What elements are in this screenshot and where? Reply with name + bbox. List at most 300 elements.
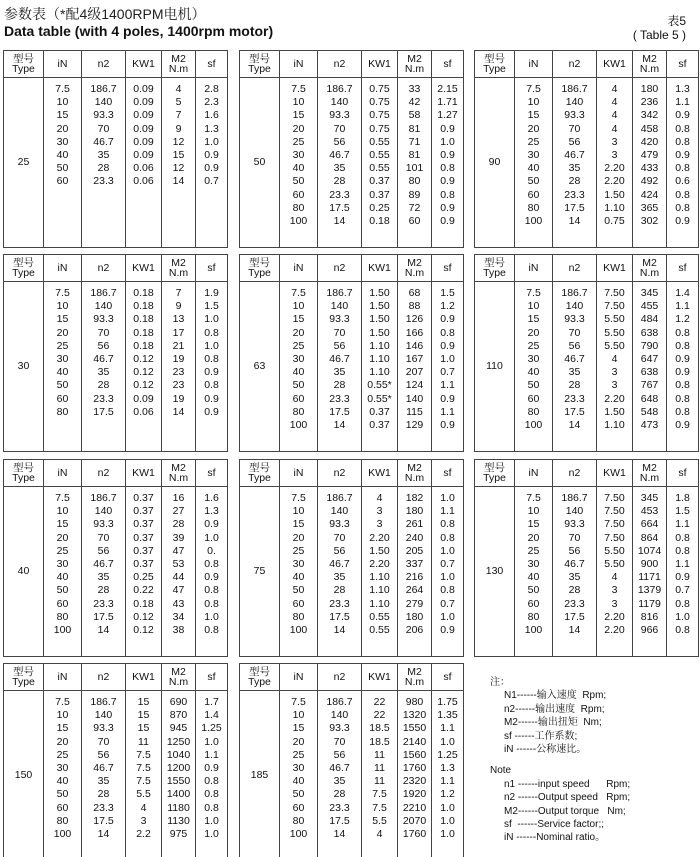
header-kw1: KW1 (362, 255, 398, 282)
ratio-value: 60 (527, 392, 540, 405)
torque-value: 302 (640, 215, 659, 228)
header-kw1: KW1 (126, 664, 162, 691)
header-in: iN (280, 51, 318, 78)
power-value: 0.06 (133, 162, 154, 175)
ratio-value: 40 (56, 366, 69, 379)
torque-value: 39 (172, 531, 185, 544)
service-factor-value: 1.0 (204, 814, 219, 827)
power-value: 0.25 (133, 571, 154, 584)
service-factor-value: 0.8 (204, 558, 219, 571)
service-factor-value: 1.1 (204, 748, 219, 761)
output-speed-column (318, 282, 362, 452)
output-speed-column (318, 78, 362, 248)
header-m2-unit: N.m (404, 267, 425, 279)
power-column (126, 78, 162, 248)
torque-value: 433 (640, 162, 659, 175)
torque-value: 167 (405, 353, 424, 366)
service-factor-value: 0.8 (675, 379, 690, 392)
power-value: 5.5 (136, 788, 151, 801)
output-speed-value: 35 (333, 775, 346, 788)
ratio-value: 100 (524, 419, 543, 432)
power-value: 0.55 (369, 610, 390, 623)
table-body-row (475, 78, 699, 248)
type-value: 63 (240, 282, 280, 452)
note-en-m2: M2------Output torque Nm; (504, 805, 626, 817)
power-value: 2.20 (604, 610, 625, 623)
ratio-value: 10 (527, 505, 540, 518)
ratio-value: 100 (289, 624, 308, 637)
service-factor-value: 1.0 (440, 610, 455, 623)
header-in: iN (280, 664, 318, 691)
header-type-en: Type (12, 267, 35, 279)
torque-value: 13 (172, 313, 185, 326)
output-speed-value: 14 (333, 215, 346, 228)
power-value: 1.10 (369, 339, 390, 352)
output-speed-value: 140 (94, 505, 113, 518)
service-factor-value: 0.9 (204, 392, 219, 405)
power-value: 3 (140, 814, 147, 827)
ratio-value: 20 (292, 122, 305, 135)
torque-value: 9 (175, 300, 182, 313)
service-factor-value: 0.9 (204, 762, 219, 775)
type-value: 185 (240, 691, 280, 857)
power-value: 3 (611, 379, 618, 392)
torque-value: 16 (172, 492, 185, 504)
torque-value: 216 (405, 571, 424, 584)
service-factor-value: 0.8 (440, 188, 455, 201)
header-type-cn: 型号 (13, 666, 34, 678)
torque-value: 690 (169, 696, 188, 708)
service-factor-value: 0.9 (204, 366, 219, 379)
header-n2: n2 (318, 460, 362, 487)
note-en-sf: sf ------Service factor;; (504, 819, 605, 831)
header-type-en: Type (12, 676, 35, 688)
output-speed-column (553, 282, 597, 452)
torque-value: 205 (405, 544, 424, 557)
output-speed-value: 35 (568, 366, 581, 379)
ratio-value: 30 (56, 558, 69, 571)
output-speed-value: 93.3 (329, 109, 350, 122)
ratio-value: 60 (56, 392, 69, 405)
service-factor-value: 0.7 (440, 558, 455, 571)
torque-value: 261 (405, 518, 424, 531)
ratio-value: 15 (56, 518, 69, 531)
table-header-row (4, 664, 228, 691)
service-factor-value: 1.2 (440, 300, 455, 313)
header-m2-label: M2 (642, 462, 657, 474)
service-factor-value: 0.8 (675, 405, 690, 418)
output-speed-value: 186.7 (561, 287, 588, 299)
torque-value: 166 (405, 326, 424, 339)
power-value: 0.12 (133, 353, 154, 366)
service-factor-value: 0.8 (204, 326, 219, 339)
output-speed-value: 70 (97, 326, 110, 339)
ratio-value: 40 (527, 162, 540, 175)
table-number-en: ( Table 5 ) (632, 28, 686, 42)
power-column (362, 282, 398, 452)
ratio-value: 30 (56, 135, 69, 148)
power-value: 2.20 (369, 531, 390, 544)
service-factor-value: 1.4 (204, 709, 219, 722)
service-factor-column (432, 282, 464, 452)
torque-value: 900 (640, 558, 659, 571)
service-factor-value: 1.0 (204, 610, 219, 623)
service-factor-value: 0.9 (440, 215, 455, 228)
service-factor-value: 0. (207, 544, 216, 557)
output-speed-value: 186.7 (326, 696, 353, 708)
torque-value: 453 (640, 505, 659, 518)
output-speed-value: 56 (568, 339, 581, 352)
output-speed-value: 140 (565, 300, 584, 313)
power-value: 0.09 (133, 122, 154, 135)
spec-table-type-150 (3, 663, 228, 857)
ratio-column (44, 691, 82, 857)
torque-value: 44 (172, 571, 185, 584)
power-value: 0.25 (369, 201, 390, 214)
power-value: 0.22 (133, 584, 154, 597)
power-value: 0.55 (369, 149, 390, 162)
service-factor-value: 2.8 (204, 83, 219, 95)
torque-column (633, 78, 667, 248)
torque-value: 1760 (402, 828, 427, 841)
power-value: 0.09 (133, 135, 154, 148)
header-type-cn: 型号 (484, 53, 505, 65)
torque-value: 870 (169, 709, 188, 722)
ratio-value: 80 (292, 405, 305, 418)
output-speed-value: 46.7 (93, 558, 114, 571)
ratio-value: 20 (292, 531, 305, 544)
torque-value: 1200 (166, 762, 191, 775)
service-factor-value: 1.3 (204, 505, 219, 518)
ratio-value: 25 (56, 748, 69, 761)
power-value: 0.18 (369, 215, 390, 228)
torque-value: 1379 (637, 584, 662, 597)
output-speed-value: 93.3 (564, 109, 585, 122)
power-value: 3 (376, 518, 383, 531)
power-value: 18.5 (369, 735, 390, 748)
header-type-en: Type (483, 472, 506, 484)
ratio-value: 80 (527, 201, 540, 214)
ratio-value: 25 (527, 135, 540, 148)
service-factor-value: 1.7 (204, 696, 219, 708)
service-factor-value: 1.0 (440, 544, 455, 557)
power-value: 2.20 (604, 624, 625, 637)
torque-value: 492 (640, 175, 659, 188)
torque-column (398, 691, 432, 857)
power-value: 11 (138, 735, 149, 748)
output-speed-value: 35 (333, 366, 346, 379)
power-value: 1.10 (369, 584, 390, 597)
output-speed-value: 186.7 (90, 492, 117, 504)
power-value: 7.50 (604, 492, 625, 504)
ratio-value: 25 (292, 135, 305, 148)
service-factor-value: 0.9 (440, 624, 455, 637)
header-m2 (398, 51, 432, 78)
ratio-value: 30 (292, 558, 305, 571)
torque-value: 53 (172, 558, 185, 571)
service-factor-value: 1.1 (675, 518, 690, 531)
torque-value: 664 (640, 518, 659, 531)
power-value: 2.20 (604, 392, 625, 405)
ratio-value: 40 (292, 571, 305, 584)
power-value: 7.5 (372, 788, 387, 801)
service-factor-value: 0.8 (204, 801, 219, 814)
torque-value: 81 (408, 122, 421, 135)
torque-value: 790 (640, 339, 659, 352)
ratio-value: 15 (292, 109, 305, 122)
ratio-value: 60 (56, 175, 69, 188)
table-header-row (240, 460, 464, 487)
torque-value: 1074 (637, 544, 662, 557)
output-speed-value: 14 (97, 624, 110, 637)
table-header-row (4, 255, 228, 282)
header-type-en: Type (248, 676, 271, 688)
output-speed-value: 17.5 (93, 814, 114, 827)
torque-value: 71 (408, 135, 421, 148)
power-value: 0.75 (369, 83, 390, 95)
torque-value: 47 (172, 544, 185, 557)
service-factor-value: 0.8 (204, 775, 219, 788)
header-n2: n2 (82, 255, 126, 282)
note-cn-in: iN ------公称速比。 (504, 744, 587, 756)
torque-value: 279 (405, 597, 424, 610)
output-speed-value: 28 (333, 584, 346, 597)
header-type-en: Type (483, 267, 506, 279)
service-factor-value: 0.9 (204, 518, 219, 531)
output-speed-value: 93.3 (93, 109, 114, 122)
torque-value: 767 (640, 379, 659, 392)
torque-value: 945 (169, 722, 188, 735)
torque-value: 14 (172, 405, 185, 418)
power-value: 0.09 (133, 96, 154, 109)
power-value: 0.55* (367, 379, 392, 392)
output-speed-value: 186.7 (561, 492, 588, 504)
torque-value: 115 (406, 405, 423, 418)
torque-value: 1130 (167, 814, 190, 827)
torque-value: 638 (640, 366, 659, 379)
output-speed-value: 28 (97, 162, 110, 175)
torque-column (398, 78, 432, 248)
output-speed-value: 23.3 (329, 597, 350, 610)
output-speed-value: 46.7 (329, 558, 350, 571)
power-value: 7.5 (136, 775, 151, 788)
header-type (475, 460, 515, 487)
ratio-value: 80 (292, 814, 305, 827)
table-body-row (240, 78, 464, 248)
torque-value: 182 (405, 492, 424, 504)
output-speed-value: 56 (333, 135, 346, 148)
ratio-value: 40 (292, 366, 305, 379)
power-value: 7.50 (604, 518, 625, 531)
power-value: 4 (611, 109, 618, 122)
service-factor-value: 0.9 (440, 201, 455, 214)
output-speed-value: 14 (333, 419, 346, 432)
service-factor-value: 0.8 (675, 326, 690, 339)
torque-value: 4 (175, 83, 182, 95)
spec-table-type-50 (239, 50, 464, 248)
ratio-value: 10 (292, 505, 305, 518)
header-sf: sf (432, 255, 464, 282)
torque-value: 180 (405, 505, 424, 518)
header-kw1: KW1 (126, 51, 162, 78)
service-factor-column (196, 282, 228, 452)
power-value: 0.18 (133, 287, 154, 299)
output-speed-value: 28 (333, 788, 346, 801)
torque-value: 12 (172, 162, 185, 175)
header-m2 (398, 255, 432, 282)
output-speed-value: 35 (97, 775, 110, 788)
service-factor-column (667, 78, 699, 248)
header-type-cn: 型号 (249, 462, 270, 474)
header-m2 (162, 255, 196, 282)
power-column (362, 78, 398, 248)
torque-value: 479 (640, 149, 659, 162)
torque-value: 15 (172, 149, 185, 162)
header-sf: sf (196, 51, 228, 78)
output-speed-value: 70 (333, 326, 346, 339)
ratio-value: 50 (56, 788, 69, 801)
note-cn-n1: N1------输入速度 Rpm; (504, 690, 607, 702)
power-column (597, 282, 633, 452)
service-factor-value: 1.0 (440, 492, 455, 504)
service-factor-value: 0.8 (204, 788, 219, 801)
ratio-value: 50 (527, 584, 540, 597)
header-type (240, 664, 280, 691)
spec-table-type-185 (239, 663, 464, 857)
torque-value: 2320 (402, 775, 427, 788)
output-speed-value: 23.3 (564, 597, 585, 610)
header-m2-unit: N.m (404, 63, 425, 75)
note-cn-n2: n2------输出速度 Rpm; (504, 703, 605, 715)
header-type-en: Type (483, 63, 506, 75)
ratio-value: 50 (56, 162, 69, 175)
service-factor-column (667, 487, 699, 657)
power-value: 22 (373, 696, 386, 708)
torque-value: 19 (172, 392, 185, 405)
power-value: 0.09 (133, 149, 154, 162)
service-factor-value: 1.3 (675, 83, 690, 95)
ratio-value: 7.5 (55, 83, 70, 95)
output-speed-value: 17.5 (93, 610, 114, 623)
power-value: 3 (611, 149, 618, 162)
torque-value: 23 (172, 379, 185, 392)
torque-value: 864 (640, 531, 659, 544)
ratio-column (280, 691, 318, 857)
service-factor-value: 0.8 (440, 518, 455, 531)
type-value: 150 (4, 691, 44, 857)
ratio-value: 25 (527, 339, 540, 352)
power-value: 5.50 (604, 544, 625, 557)
output-speed-value: 140 (330, 300, 349, 313)
header-m2 (633, 460, 667, 487)
power-value: 0.12 (133, 379, 154, 392)
service-factor-value: 2.15 (437, 83, 458, 95)
output-speed-value: 70 (97, 531, 110, 544)
output-speed-value: 17.5 (329, 405, 350, 418)
header-n2: n2 (318, 255, 362, 282)
ratio-value: 20 (292, 735, 305, 748)
table-body-row (475, 487, 699, 657)
output-speed-value: 56 (333, 339, 346, 352)
torque-value: 980 (405, 696, 424, 708)
service-factor-value: 0.8 (675, 544, 690, 557)
ratio-value: 30 (292, 149, 305, 162)
ratio-value: 60 (292, 801, 305, 814)
torque-value: 345 (640, 287, 659, 299)
output-speed-column (318, 487, 362, 657)
service-factor-value: 1.71 (437, 96, 458, 109)
torque-value: 21 (172, 339, 185, 352)
header-m2 (398, 460, 432, 487)
output-speed-value: 70 (568, 122, 581, 135)
output-speed-value: 93.3 (564, 313, 585, 326)
power-column (362, 487, 398, 657)
torque-value: 126 (405, 313, 424, 326)
service-factor-value: 0.8 (675, 201, 690, 214)
power-value: 1.10 (604, 419, 625, 432)
output-speed-value: 17.5 (93, 405, 114, 418)
service-factor-value: 0.9 (204, 162, 219, 175)
service-factor-value: 0.9 (675, 109, 690, 122)
output-speed-value: 28 (568, 584, 581, 597)
header-m2-unit: N.m (639, 63, 660, 75)
output-speed-value: 186.7 (326, 83, 353, 95)
torque-value: 80 (408, 175, 421, 188)
torque-value: 1920 (402, 788, 427, 801)
torque-value: 1760 (402, 762, 427, 775)
output-speed-column (82, 691, 126, 857)
torque-value: 129 (405, 419, 424, 432)
power-value: 1.10 (369, 353, 390, 366)
service-factor-value: 1.35 (437, 709, 458, 722)
output-speed-value: 70 (97, 735, 110, 748)
torque-value: 2140 (402, 735, 427, 748)
ratio-value: 10 (292, 709, 305, 722)
torque-column (162, 282, 196, 452)
power-value: 4 (611, 122, 618, 135)
ratio-value: 7.5 (526, 492, 541, 504)
service-factor-column (667, 282, 699, 452)
output-speed-value: 46.7 (93, 135, 114, 148)
ratio-value: 7.5 (55, 287, 70, 299)
service-factor-value: 0.9 (440, 419, 455, 432)
service-factor-value: 1.6 (204, 109, 219, 122)
torque-column (398, 282, 432, 452)
power-column (126, 691, 162, 857)
output-speed-value: 17.5 (564, 610, 585, 623)
output-speed-column (553, 78, 597, 248)
header-type-en: Type (12, 472, 35, 484)
service-factor-value: 1.0 (204, 531, 219, 544)
output-speed-value: 23.3 (329, 188, 350, 201)
power-value: 1.10 (369, 571, 390, 584)
torque-value: 1550 (166, 775, 191, 788)
torque-value: 180 (640, 83, 659, 95)
output-speed-value: 17.5 (329, 201, 350, 214)
ratio-value: 15 (292, 313, 305, 326)
output-speed-value: 140 (94, 300, 113, 313)
ratio-value: 40 (527, 571, 540, 584)
ratio-value: 20 (56, 735, 69, 748)
header-m2-unit: N.m (168, 472, 189, 484)
title-chinese: 参数表（*配4级1400RPM电机） (4, 6, 206, 22)
header-in: iN (44, 51, 82, 78)
service-factor-value: 1.0 (204, 135, 219, 148)
header-in: iN (280, 460, 318, 487)
output-speed-value: 28 (568, 175, 581, 188)
service-factor-value: 0.9 (204, 405, 219, 418)
header-type-en: Type (248, 267, 271, 279)
